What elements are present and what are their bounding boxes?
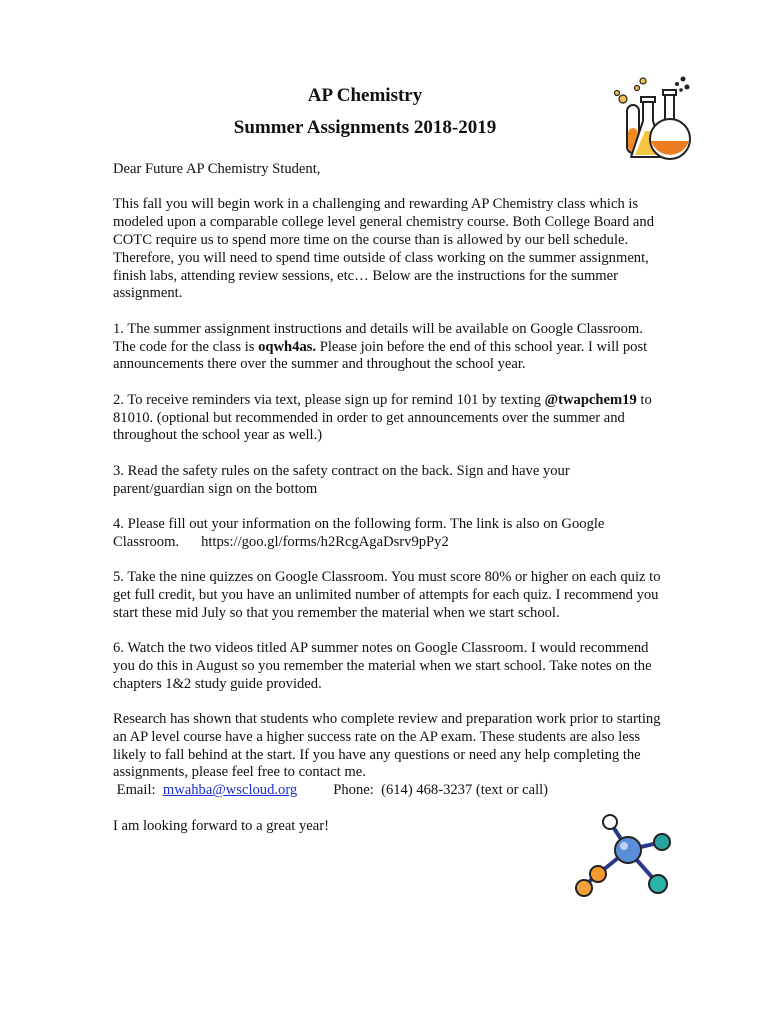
document-subtitle: Summer Assignments 2018-2019 (233, 117, 497, 138)
phone-number: (614) 468-3237 (text or call) (381, 782, 549, 799)
form-link[interactable]: https://goo.gl/forms/h2RcgAgaDsrv9pPy2 (201, 533, 449, 550)
instruction-1-text-end: Please join before the end of this school year. I will post announcements there over the summer and throughout the school year. (113, 338, 648, 373)
email-link[interactable]: mwahba@wscloud.org (162, 782, 298, 799)
instruction-4 (113, 516, 661, 552)
research-paragraph: Research has shown that students who complete review and preparation work prior to starting an AP level course have a higher success rate on the AP exam. These students are also less likely to fall behind at the start. If you have any questions or need any help completing the assignments, please feel free to contact me. (113, 711, 661, 781)
instruction-2-text-end: to 81010. (optional but recommended in order to get announcements over the summer and throughout the school year as well.) (113, 391, 652, 444)
instruction-5: 5. Take the nine quizzes on Google Classroom. You must score 80% or higher on each quiz to get full credit, but you have an unlimited number of attempts for each quiz. I recommend you start these mid July so that you remember the material when we start school. (113, 569, 661, 621)
instruction-6: 6. Watch the two videos titled AP summer notes on Google Classroom. I would recommend you do this in August so you remember the material when we start school. Take notes on the chapters 1&2 study guide provided. (113, 640, 652, 692)
closing: I am looking forward to a great year! (113, 817, 329, 834)
instruction-2 (113, 392, 661, 445)
instruction-4-text: 4. Please fill out your information on the following form. The link is also on Google Classroom. (113, 515, 605, 550)
greeting: Dear Future AP Chemistry Student, (113, 161, 321, 177)
contact-line (113, 782, 661, 800)
instruction-3: 3. Read the safety rules on the safety contract on the back. Sign and have your parent/guardian sign on the bottom (113, 462, 570, 497)
instruction-1-text: 1. The summer assignment instructions and details will be available on Google Classroom. The code for the class is (113, 320, 643, 355)
intro-paragraph: This fall you will begin work in a challenging and rewarding AP Chemistry class which is modeled upon a comparable college level general chemistry course. Both College Board and COTC require us to spend more time on the course than is allowed by our bell schedule. Therefore, you will need to spend time outside of class working on the summer assignment, finish labs, attending review sessions, etc… Below are the instructions for the summer assignment. (113, 196, 654, 302)
document-title: AP Chemistry (307, 85, 423, 106)
remind-handle: @twapchem19 (544, 391, 637, 408)
phone-label: Phone: (333, 782, 374, 799)
email-label: Email: (116, 782, 156, 799)
molecule-icon (570, 812, 682, 902)
letter-body (113, 161, 661, 853)
instruction-1 (113, 321, 661, 374)
chemistry-flask-icon (613, 73, 693, 163)
class-code: oqwh4as. (258, 338, 317, 355)
instruction-2-text: 2. To receive reminders via text, please sign up for remind 101 by texting (113, 391, 545, 408)
